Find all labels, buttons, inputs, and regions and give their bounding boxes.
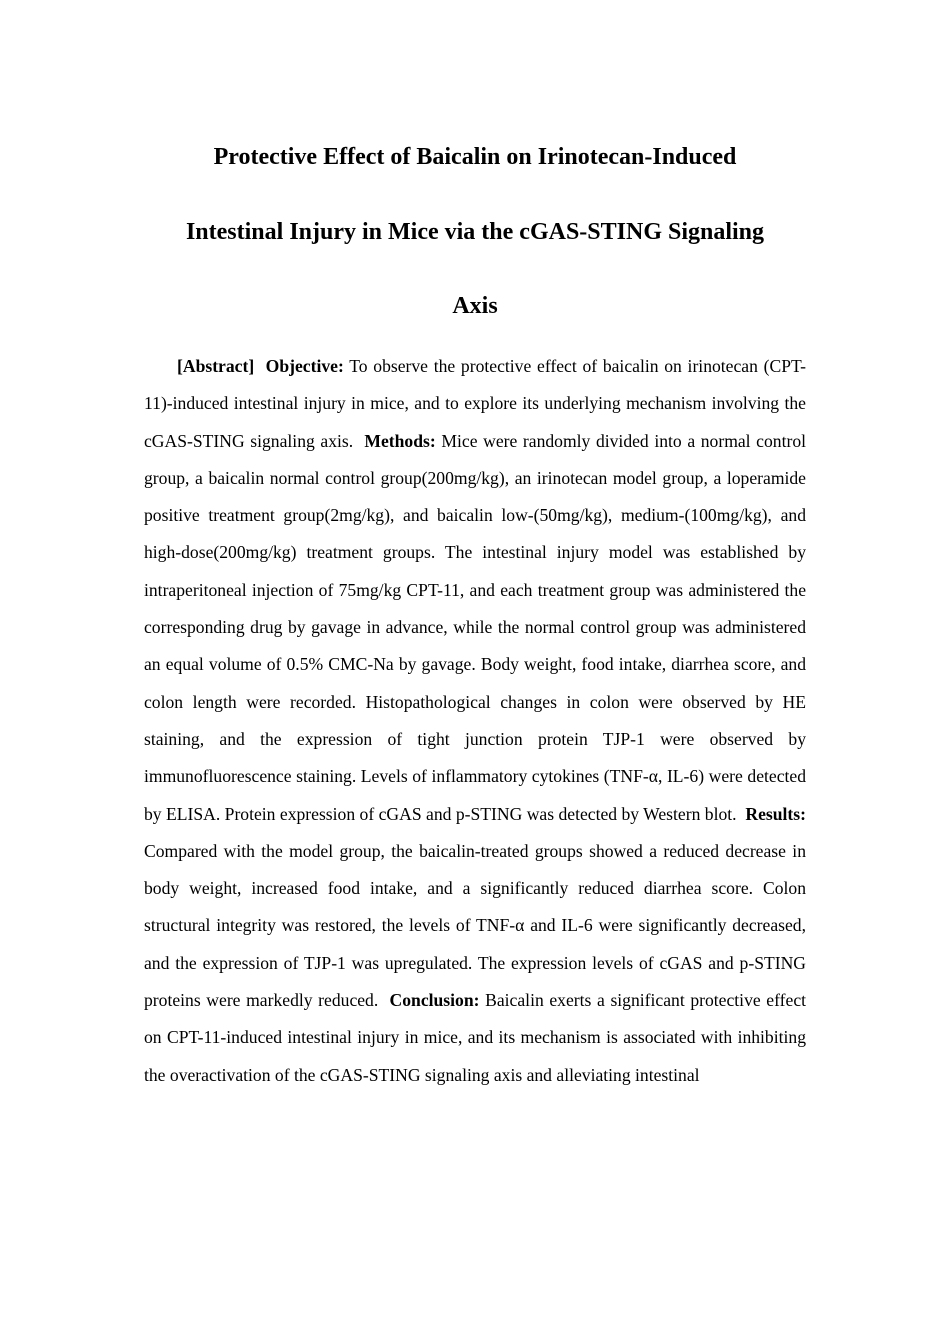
conclusion-text: Baicalin exerts a significant protective effect on CPT-11-induced intestinal injury in mice, and its mechanism is associated with inhibiting the overactivation of the cGAS-STING signaling axis and alleviating intestinal (144, 990, 807, 1085)
methods-text: Mice were randomly divided into a normal control group, a baicalin normal control group(200mg/kg), an irinotecan model group, a loperamide positive treatment group(2mg/kg), and baicalin low-(50mg/kg), medium-(100mg/kg), and high-dose(200mg/kg) treatment groups. The intestinal injury model was established by intraperitoneal injection of 75mg/kg CPT-11, and each treatment group was administered the corresponding drug by gavage in advance, while the normal control group was administered an equal volume of 0.5% CMC-Na by gavage. Body weight, food intake, diarrhea score, and colon length were recorded. Histopathological changes in colon were observed by HE staining, and the expression of tight junction protein TJP-1 were observed by immunofluorescence staining. Levels of inflammatory cytokines (TNF-α, IL-6) were detected by ELISA. Protein expression of cGAS and p-STING was detected by Western blot. (144, 430, 807, 824)
methods-label: Methods: (364, 430, 436, 451)
results-label: Results: (745, 803, 806, 824)
objective-label: Objective: (265, 356, 344, 376)
title-line-3: Axis (452, 293, 498, 319)
paper-title (120, 120, 830, 344)
abstract-paragraph (144, 348, 806, 1094)
abstract-label: [Abstract] (177, 356, 255, 376)
objective-text: To observe the protective effect of baicalin on irinotecan (CPT-11)-induced intestinal injury in mice, and to explore its underlying mechanism involving the cGAS-STING signaling axis. (144, 356, 806, 451)
conclusion-label: Conclusion: (389, 990, 480, 1011)
title-line-1: Protective Effect of Baicalin on Irinotecan-Induced (213, 144, 737, 170)
title-line-2: Intestinal Injury in Mice via the cGAS-STING Signaling (185, 218, 765, 245)
results-text: Compared with the model group, the baicalin-treated groups showed a reduced decrease in body weight, increased food intake, and a significantly reduced diarrhea score. Colon structural integrity was restored, the levels of TNF-α and IL-6 were significantly decreased, and the expression of TJP-1 was upregulated. The expression levels of cGAS and p-STING proteins were markedly reduced. (144, 840, 806, 1011)
